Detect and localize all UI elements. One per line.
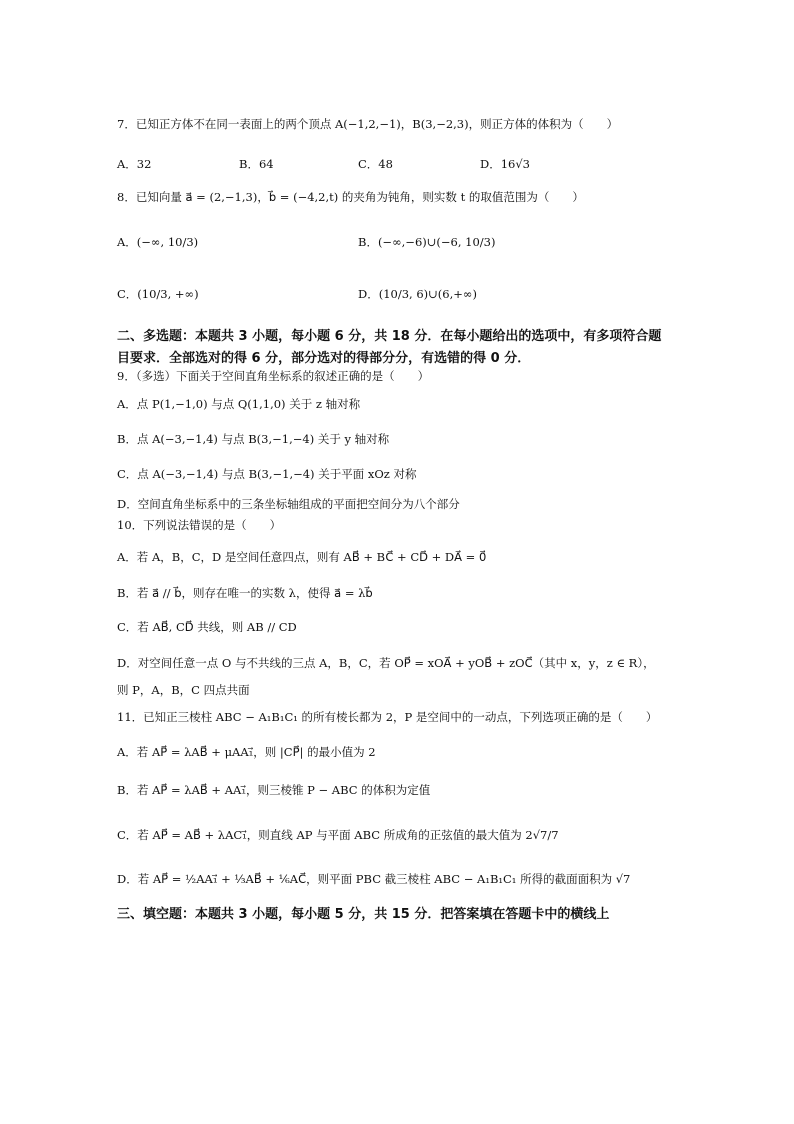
q8-option-d: D．(10/3, 6)∪(6,+∞) [358, 287, 477, 301]
q11-option-d: D．若 AP⃗ = ½AA₁⃗ + ⅓AB⃗ + ⅙AC⃗，则平面 PBC 截三棱柱 ABC − A₁B₁C₁ 所得的截面面积为 √7 [117, 872, 631, 886]
q11-option-a: A．若 AP⃗ = λAB⃗ + μAA₁⃗，则 |CP⃗| 的最小值为 2 [117, 745, 376, 759]
q9-option-d: D．空间直角坐标系中的三条坐标轴组成的平面把空间分为八个部分 [117, 497, 460, 511]
q7-stem: 7．已知正方体不在同一表面上的两个顶点 A(−1,2,−1)，B(3,−2,3)，则正方体的体积为（ ） [117, 117, 619, 131]
q7-option-b: B．64 [239, 157, 274, 171]
q7-option-d: D．16√3 [480, 157, 530, 171]
q10-option-d: D．对空间任意一点 O 与不共线的三点 A，B，C，若 OP⃗ = xOA⃗ + yOB⃗ + zOC⃗（其中 x，y，z ∈ R）， [117, 656, 655, 670]
q8-option-a: A．(−∞, 10/3) [117, 235, 199, 249]
q11-option-c: C．若 AP⃗ = AB⃗ + λAC₁⃗，则直线 AP 与平面 ABC 所成角的正弦值的最大值为 2√7/7 [117, 828, 559, 842]
q9-option-b: B．点 A(−3,−1,4) 与点 B(3,−1,−4) 关于 y 轴对称 [117, 432, 390, 446]
q8-option-b: B．(−∞,−6)∪(−6, 10/3) [358, 235, 496, 249]
q10-option-b: B．若 a⃗ // b⃗，则存在唯一的实数 λ，使得 a⃗ = λb⃗ [117, 586, 373, 600]
q9-option-c: C．点 A(−3,−1,4) 与点 B(3,−1,−4) 关于平面 xOz 对称 [117, 467, 417, 481]
section2-heading-line1: 二、多选题：本题共 3 小题，每小题 6 分，共 18 分．在每小题给出的选项中，有多项符合题 [117, 329, 662, 344]
section2-heading-line2: 目要求．全部选对的得 6 分，部分选对的得部分分，有选错的得 0 分． [117, 351, 531, 366]
q10-option-d-cont: 则 P，A，B，C 四点共面 [117, 683, 250, 697]
q11-option-b: B．若 AP⃗ = λAB⃗ + AA₁⃗，则三棱锥 P − ABC 的体积为定值 [117, 783, 431, 797]
q9-stem: 9．（多选）下面关于空间直角坐标系的叙述正确的是（ ） [117, 369, 430, 383]
q10-option-c: C．若 AB⃗, CD⃗ 共线，则 AB // CD [117, 620, 297, 634]
q11-stem: 11．已知正三棱柱 ABC − A₁B₁C₁ 的所有棱长都为 2，P 是空间中的一动点，下列选项正确的是（ ） [117, 710, 658, 724]
q8-option-c: C．(10/3, +∞) [117, 287, 199, 301]
q9-option-a: A．点 P(1,−1,0) 与点 Q(1,1,0) 关于 z 轴对称 [117, 397, 361, 411]
section3-heading: 三、填空题：本题共 3 小题，每小题 5 分，共 15 分．把答案填在答题卡中的横线上 [117, 907, 610, 922]
q7-option-c: C．48 [358, 157, 393, 171]
q8-stem: 8．已知向量 a⃗ = (2,−1,3)，b⃗ = (−4,2,t) 的夹角为钝角，则实数 t 的取值范围为（ ） [117, 190, 584, 204]
q10-stem: 10．下列说法错误的是（ ） [117, 518, 282, 532]
q10-option-a: A．若 A，B，C，D 是空间任意四点，则有 AB⃗ + BC⃗ + CD⃗ + DA⃗ = 0⃗ [117, 550, 487, 564]
q7-option-a: A．32 [117, 157, 152, 171]
